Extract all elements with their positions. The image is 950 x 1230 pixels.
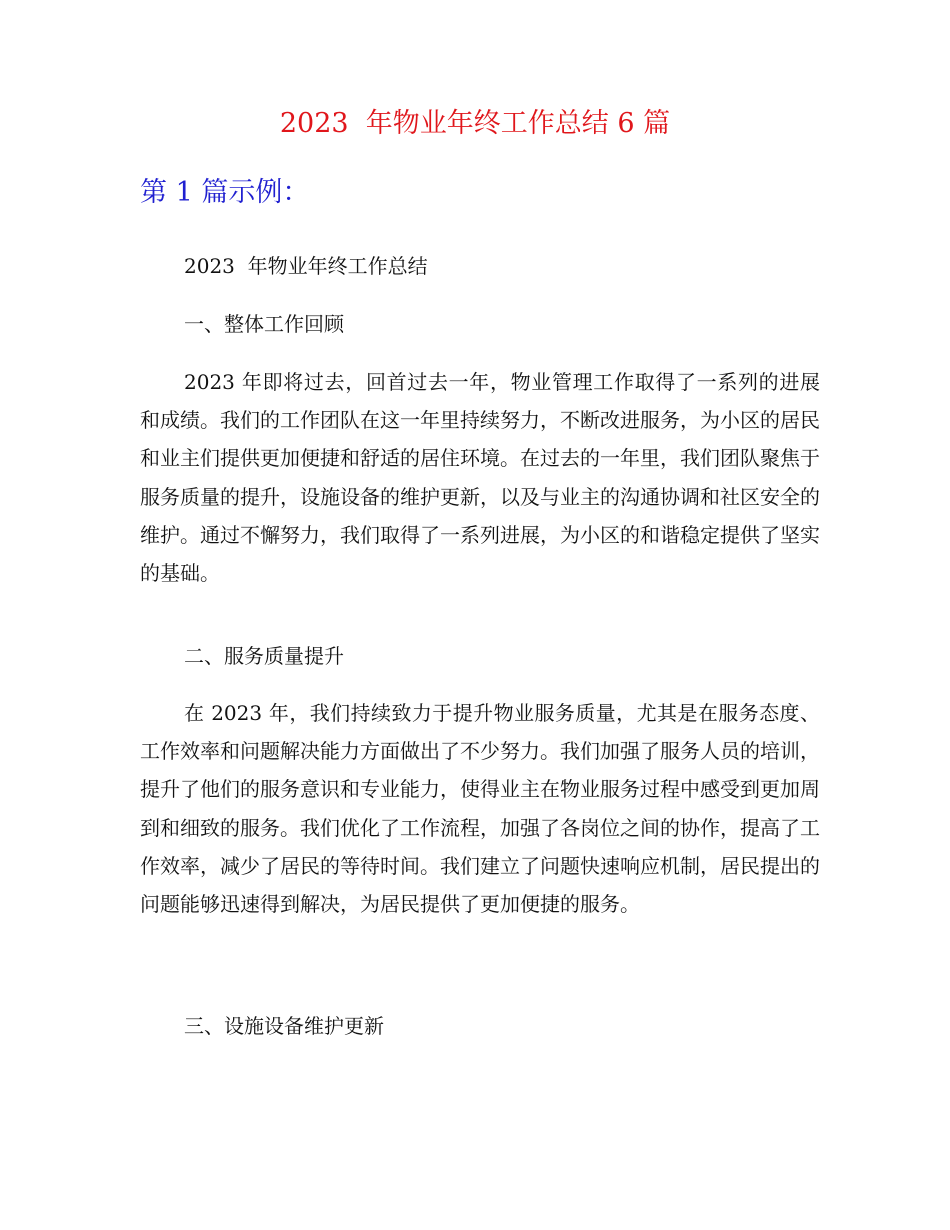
paragraph-service-quality: 在 2023 年，我们持续致力于提升物业服务质量，尤其是在服务态度、工作效率和问题解决能力方面做出了不少努力。我们加强了服务人员的培训，提升了他们的服务意识和专业能力，使得业主在物业服务过程中感受到更加周到和细致的服务。我们优化了工作流程，加强了各岗位之间的协作，提高了工作效率，减少了居民的等待时间。我们建立了问题快速响应机制，居民提出的问题能够迅速得到解决，为居民提供了更加便捷的服务。	[140, 701, 820, 917]
paragraph-overall-review: 2023 年即将过去，回首过去一年，物业管理工作取得了一系列的进展和成绩。我们的工作团队在这一年里持续努力，不断改进服务，为小区的居民和业主们提供更加便捷和舒适的居住环境。在过去的一年里，我们团队聚焦于服务质量的提升，设施设备的维护更新，以及与业主的沟通协调和社区安全的维护。通过不懈努力，我们取得了一系列进展，为小区的和谐稳定提供了坚实的基础。	[140, 370, 820, 586]
heading-facility-maintenance: 三、设施设备维护更新	[184, 1014, 384, 1038]
heading-service-quality: 二、服务质量提升	[184, 644, 344, 668]
section-heading: 第 1 篇示例：	[140, 177, 310, 208]
heading-overall-review: 一、整体工作回顾	[184, 312, 344, 336]
document-title: 2023 年物业年终工作总结 6 篇	[279, 108, 671, 139]
document-subtitle: 2023 年物业年终工作总结	[184, 254, 428, 278]
